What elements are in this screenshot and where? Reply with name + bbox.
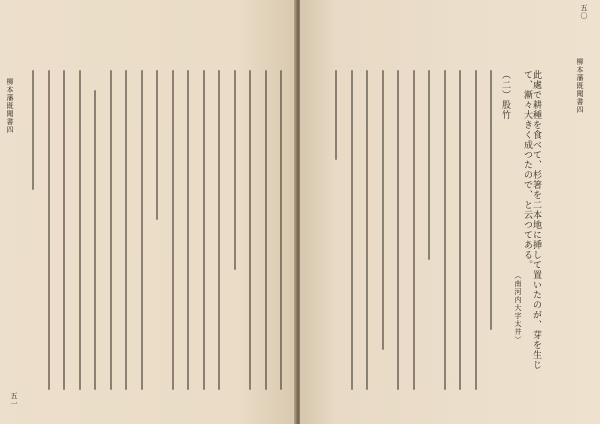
text-line: [48, 70, 50, 390]
text-line: [249, 70, 251, 390]
text-line: [459, 70, 461, 390]
right-page-number: 五〇: [580, 4, 588, 20]
section-heading: （二）股竹: [500, 70, 510, 120]
text-line: [94, 90, 96, 390]
right-lead-paragraph: [522, 70, 540, 370]
right-running-head: 柳本藩既聞書四: [576, 58, 584, 114]
left-body-text: [22, 70, 284, 390]
text-line: [203, 70, 205, 390]
text-line: [366, 70, 368, 390]
text-line: [428, 70, 430, 260]
right-body-text: [326, 70, 494, 390]
text-line: [125, 70, 127, 390]
text-line: [335, 70, 337, 160]
text-line: [265, 70, 267, 390]
text-line: [156, 70, 158, 220]
left-page-number: 五一: [10, 392, 18, 408]
lead-text: 此處で耕種を食べて、杉箸を二本地に挿して置いたのが、芽を生じて、漸々大きく成つたので、と云つてある。: [522, 70, 541, 370]
text-line: [413, 70, 415, 390]
text-line: [187, 70, 189, 390]
text-line: [141, 70, 143, 390]
text-line: [172, 70, 174, 390]
text-line: [79, 70, 81, 390]
text-line: [397, 70, 399, 390]
text-line: [280, 70, 282, 390]
right-page: [300, 0, 600, 424]
left-running-head: 柳本藩既聞書四: [6, 78, 14, 134]
text-line: [351, 70, 353, 390]
text-line: [218, 70, 220, 390]
text-line: [234, 70, 236, 270]
lead-note: （南河内大字太井）: [514, 272, 522, 344]
text-line: [32, 70, 34, 190]
text-line: [110, 70, 112, 390]
text-line: [444, 70, 446, 390]
text-line: [475, 70, 477, 390]
left-page: [0, 0, 296, 424]
text-line: [382, 70, 384, 350]
text-line: [63, 70, 65, 390]
text-line: [490, 70, 492, 330]
